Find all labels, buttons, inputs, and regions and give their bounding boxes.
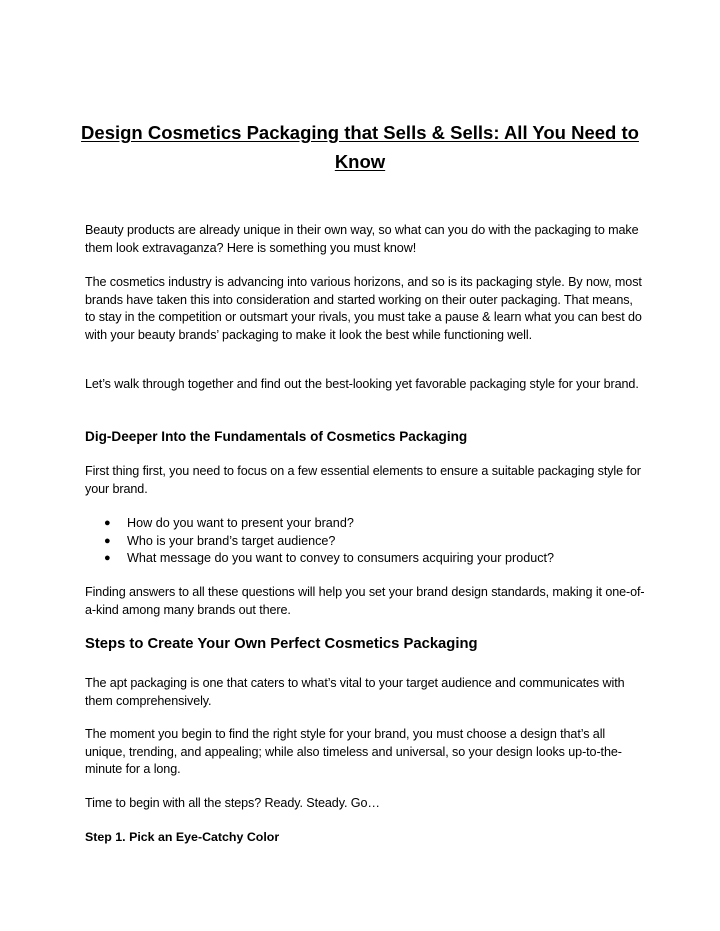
bullet-icon: ● xyxy=(104,517,111,529)
heading-fundamentals: Dig-Deeper Into the Fundamentals of Cosmetics Packaging xyxy=(85,429,468,444)
paragraph-moment: The moment you begin to find the right style for your brand, you must choose a design that’s all unique, trending, and appealing; while also timeless and universal, so your design looks up-to-the-minute for a long. xyxy=(85,727,622,776)
list-item-text: What message do you want to convey to consumers acquiring your product? xyxy=(127,551,555,565)
paragraph-apt-packaging: The apt packaging is one that caters to what’s vital to your target audience and communicates with them comprehensively. xyxy=(85,676,625,708)
paragraph-first-thing: First thing first, you need to focus on a few essential elements to ensure a suitable packaging style for your brand. xyxy=(85,464,641,496)
paragraph-walk-through: Let’s walk through together and find out the best-looking yet favorable packaging style for your brand. xyxy=(85,377,639,391)
paragraph-industry: The cosmetics industry is advancing into various horizons, and so is its packaging style. By now, most brands have taken this into consideration and started working on their outer packaging. That means, to stay in the competition or outsmart your rivals, you must take a pause & learn what you can best do with your beauty brands’ packaging to make it look the best while functioning well. xyxy=(85,275,642,342)
list-item-text: Who is your brand’s target audience? xyxy=(127,533,336,548)
bullet-icon: ● xyxy=(104,552,111,564)
list-item xyxy=(104,550,644,568)
paragraph-answers: Finding answers to all these questions will help you set your brand design standards, making it one-of-a-kind among many brands out there. xyxy=(85,585,645,617)
paragraph-time-to-begin: Time to begin with all the steps? Ready. Steady. Go… xyxy=(85,796,380,810)
paragraph-intro: Beauty products are already unique in their own way, so what can you do with the packaging to make them look extravaganza? Here is something you must know! xyxy=(85,223,639,255)
list-item xyxy=(104,533,644,551)
list-item xyxy=(104,515,644,533)
bullet-icon: ● xyxy=(104,534,111,547)
list-item-text: How do you want to present your brand? xyxy=(127,516,354,530)
bullet-list xyxy=(104,515,644,568)
heading-step-1: Step 1. Pick an Eye-Catchy Color xyxy=(85,830,280,844)
heading-steps: Steps to Create Your Own Perfect Cosmetics Packaging xyxy=(85,636,478,652)
document-title: Design Cosmetics Packaging that Sells & Sells: All You Need to Know xyxy=(81,122,639,172)
